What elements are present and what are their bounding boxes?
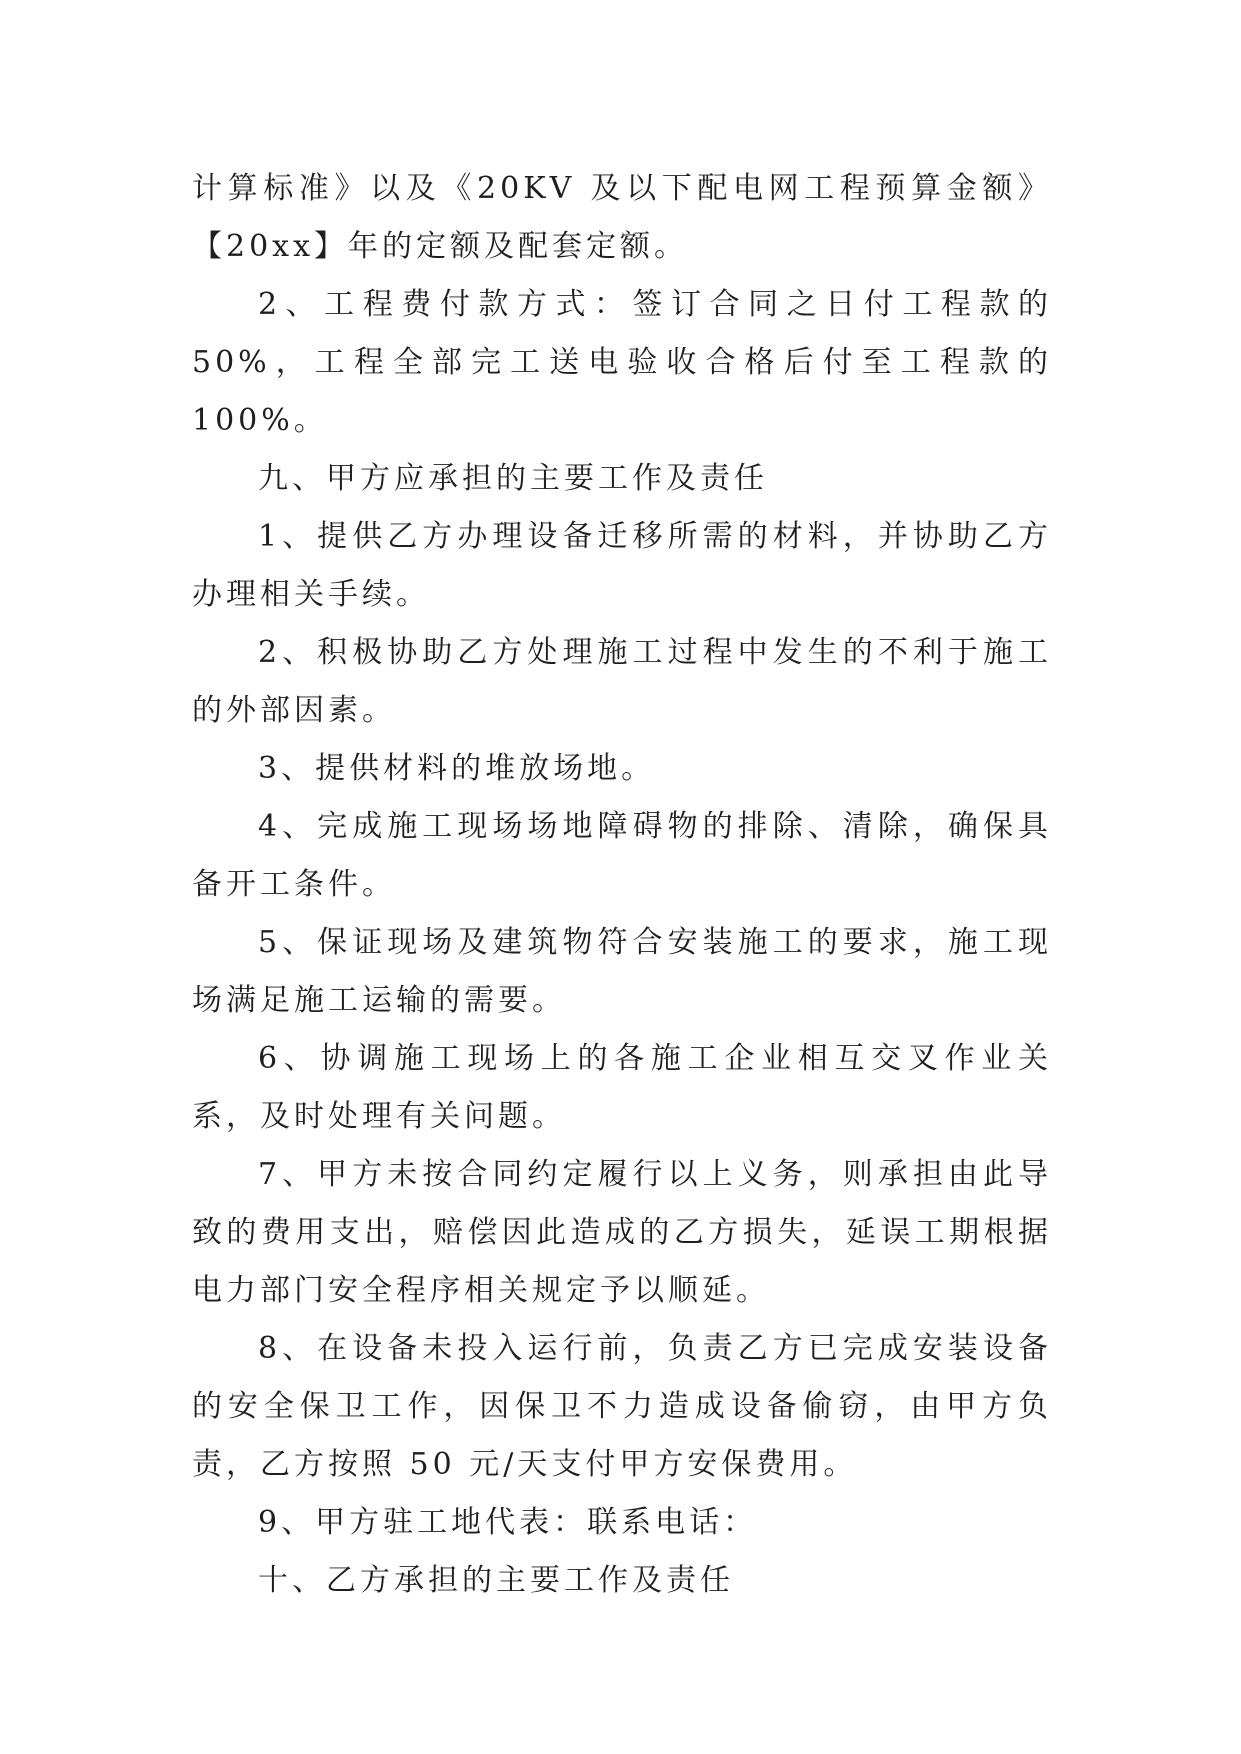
paragraph-party-a-item-9: 9、甲方驻工地代表：联系电话： <box>258 1505 758 1540</box>
paragraph-party-a-item-4: 4、完成施工现场场地障碍物的排除、清除，确保具备开工条件。 <box>192 809 1052 902</box>
paragraph-payment-method: 2、工程费付款方式：签订合同之日付工程款的 50%，工程全部完工送电验收合格后付至工程款的 100%。 <box>192 287 1052 438</box>
paragraph-party-a-item-6: 6、协调施工现场上的各施工企业相互交叉作业关系，及时处理有关问题。 <box>192 1041 1052 1134</box>
paragraph-calc-standard-continuation: 计算标准》以及《20KV 及以下配电网工程预算金额》【20xx】年的定额及配套定额。 <box>192 171 1052 264</box>
paragraph-party-a-item-7: 7、甲方未按合同约定履行以上义务，则承担由此导致的费用支出，赔偿因此造成的乙方损失，延误工期根据电力部门安全程序相关规定予以顺延。 <box>192 1157 1052 1308</box>
section-heading-party-a-duties: 九、甲方应承担的主要工作及责任 <box>258 461 768 496</box>
paragraph-party-a-item-8: 8、在设备未投入运行前，负责乙方已完成安装设备的安全保卫工作，因保卫不力造成设备偷窃，由甲方负责，乙方按照 50 元/天支付甲方安保费用。 <box>192 1331 1052 1482</box>
paragraph-party-a-item-5: 5、保证现场及建筑物符合安装施工的要求，施工现场满足施工运输的需要。 <box>192 925 1052 1018</box>
document-body <box>192 160 1052 1610</box>
paragraph-party-a-item-2: 2、积极协助乙方处理施工过程中发生的不利于施工的外部因素。 <box>192 635 1052 728</box>
paragraph-party-a-item-3: 3、提供材料的堆放场地。 <box>258 751 656 786</box>
paragraph-party-a-item-1: 1、提供乙方办理设备迁移所需的材料，并协助乙方办理相关手续。 <box>192 519 1052 612</box>
section-heading-party-b-duties: 十、乙方承担的主要工作及责任 <box>258 1563 734 1598</box>
